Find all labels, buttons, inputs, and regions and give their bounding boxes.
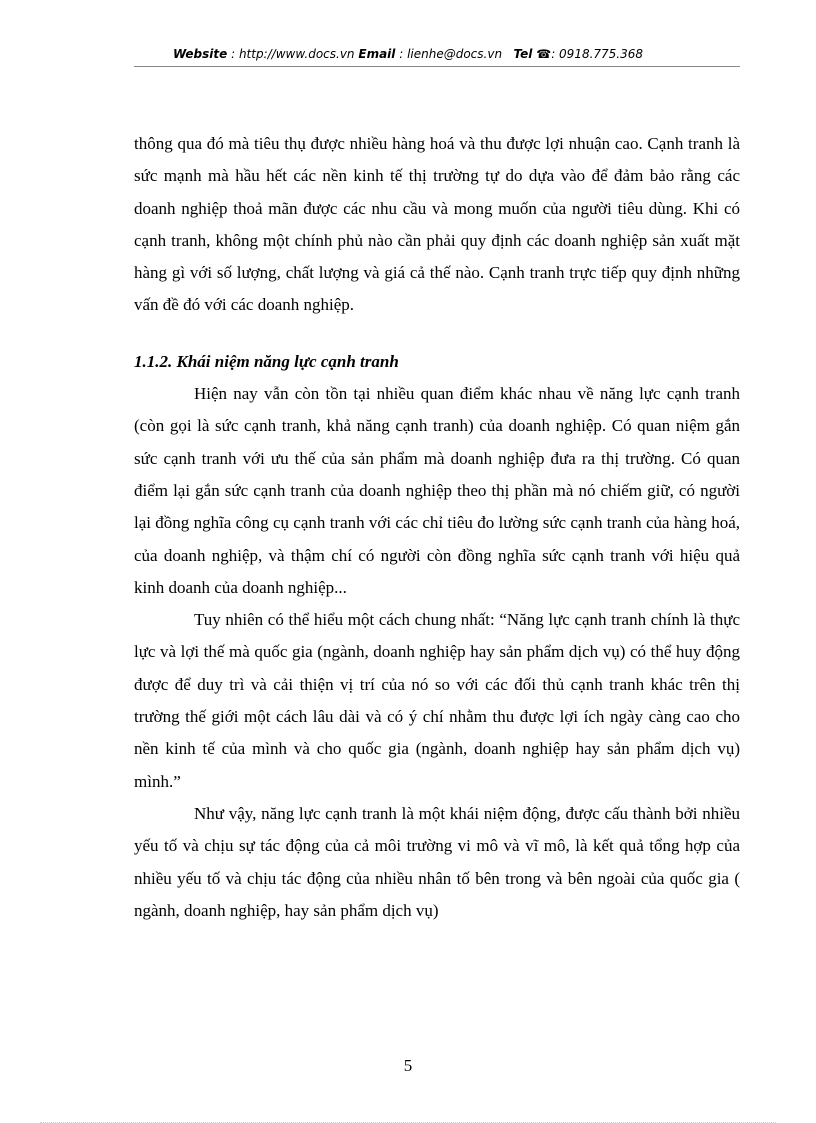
page-header <box>0 47 816 61</box>
paragraph-conclusion: Như vậy, năng lực cạnh tranh là một khái niệm động, được cấu thành bởi nhiều yếu tố và chịu sự tác động của cả môi trường vi mô và vĩ mô, là kết quả tổng hợp của nhiều yếu tố và chịu tác động của nhiều nhân tố bên trong và bên ngoài của quốc gia ( ngành, doanh nghiệp, hay sản phẩm dịch vụ) <box>134 803 740 920</box>
phone-icon: ☎ <box>536 47 552 61</box>
website-url: http://www.docs.vn <box>238 47 355 61</box>
paragraph-definition: Tuy nhiên có thể hiểu một cách chung nhất: “Năng lực cạnh tranh chính là thực lực và lợi thế mà quốc gia (ngành, doanh nghiệp hay sản phẩm dịch vụ) có thể huy động được để duy trì và cải thiện vị trí của nó so với các đối thủ cạnh tranh khác trên thị trường thế giới một cách lâu dài và có ý chí nhằm thu được lợi ích ngày càng cao cho nền kinh tế của mình và cho quốc gia (ngành, doanh nghiệp hay sản phẩm dịch vụ) mình.” <box>134 610 740 791</box>
email-separator: : <box>395 47 408 61</box>
email-label: Email <box>358 47 396 61</box>
tel-value: : 0918.775.368 <box>551 47 644 61</box>
website-label: Website <box>172 47 228 61</box>
email-value: lienhe@docs.vn <box>407 47 503 61</box>
header-divider <box>134 66 740 67</box>
website-separator: : <box>227 47 239 61</box>
document-body <box>134 128 740 927</box>
tel-label: Tel <box>513 47 533 61</box>
paragraph-continuation: thông qua đó mà tiêu thụ được nhiều hàng hoá và thu được lợi nhuận cao. Cạnh tranh là sức mạnh mà hầu hết các nền kinh tế thị trường tự do dựa vào để đảm bảo rằng các doanh nghiệp thoả mãn được các nhu cầu và mong muốn của người tiêu dùng. Khi có cạnh tranh, không một chính phủ nào cần phải quy định các doanh nghiệp sản xuất mặt hàng gì với số lượng, chất lượng và giá cả thế nào. Cạnh tranh trực tiếp quy định những vấn đề đó với các doanh nghiệp. <box>134 134 740 315</box>
paragraph-viewpoints: Hiện nay vẫn còn tồn tại nhiều quan điểm khác nhau về năng lực cạnh tranh (còn gọi là sức cạnh tranh, khả năng cạnh tranh) của doanh nghiệp. Có quan niệm gắn sức cạnh tranh với ưu thế của sản phẩm mà doanh nghiệp đưa ra thị trường. Có quan điểm lại gắn sức cạnh tranh của doanh nghiệp theo thị phần mà nó chiếm giữ, có người lại đồng nghĩa công cụ cạnh tranh với các chỉ tiêu đo lường sức cạnh tranh của hàng hoá, của doanh nghiệp, và thậm chí có người còn đồng nghĩa sức cạnh tranh với hiệu quả kinh doanh của doanh nghiệp... <box>134 384 740 597</box>
page-number: 5 <box>403 1056 413 1075</box>
section-heading: 1.1.2. Khái niệm năng lực cạnh tranh <box>134 351 399 371</box>
